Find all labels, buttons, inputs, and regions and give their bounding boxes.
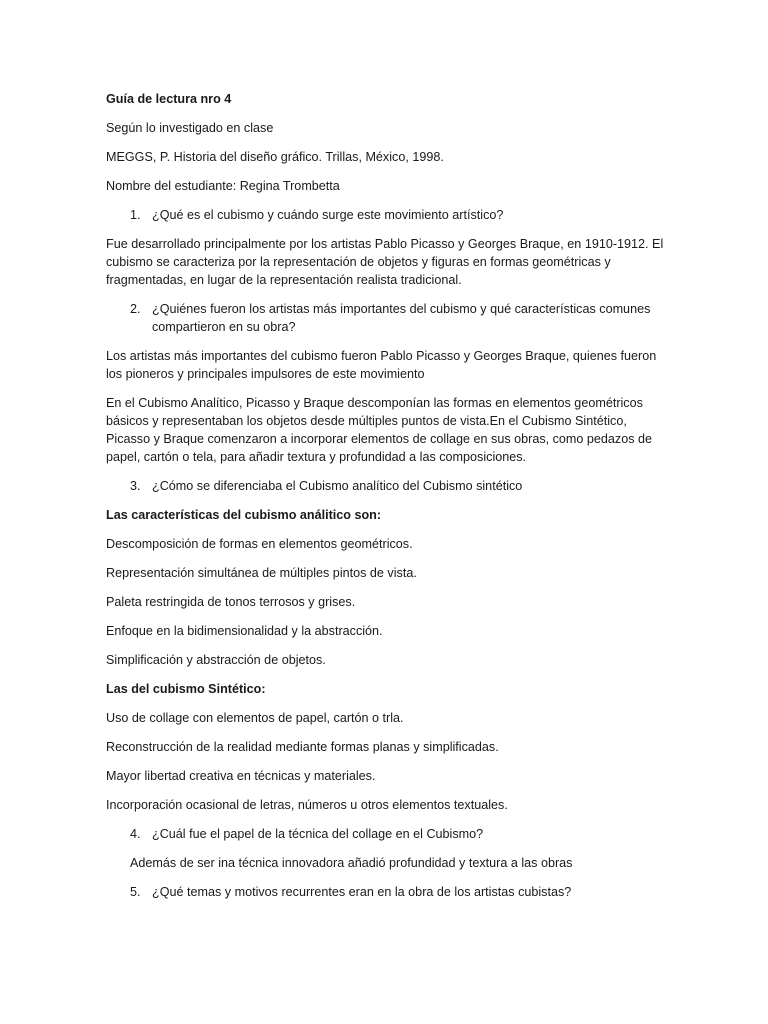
question-number: 3. [130, 479, 141, 493]
question-text: ¿Quiénes fueron los artistas más importantes del cubismo y qué características comunes compartieron en su obra? [152, 302, 651, 334]
question-4 [106, 825, 666, 843]
question-number: 5. [130, 885, 141, 899]
question-text: ¿Cuál fue el papel de la técnica del collage en el Cubismo? [152, 827, 484, 841]
answer-1: Fue desarrollado principalmente por los artistas Pablo Picasso y Georges Braque, en 1910-1912. El cubismo se caracteriza por la representación de objetos y figuras en formas geométricas y fragmentadas, en lugar de la representación realista tradicional. [106, 237, 664, 287]
question-text: ¿Qué temas y motivos recurrentes eran en la obra de los artistas cubistas? [152, 885, 572, 899]
reference-line: MEGGS, P. Historia del diseño gráfico. Trillas, México, 1998. [106, 150, 444, 164]
sintetico-heading: Las del cubismo Sintético: [106, 682, 266, 696]
question-5 [106, 883, 666, 901]
intro-line: Según lo investigado en clase [106, 121, 274, 135]
analitico-item: Descomposición de formas en elementos geométricos. [106, 537, 413, 551]
sintetico-item: Incorporación ocasional de letras, números u otros elementos textuales. [106, 798, 508, 812]
answer-2-paragraph-1: Los artistas más importantes del cubismo fueron Pablo Picasso y Georges Braque, quienes fueron los pioneros y principales impulsores de este movimiento [106, 349, 657, 381]
analitico-heading: Las características del cubismo análitico son: [106, 508, 382, 522]
analitico-item: Enfoque en la bidimensionalidad y la abstracción. [106, 624, 383, 638]
question-number: 2. [130, 302, 141, 316]
question-number: 1. [130, 208, 141, 222]
analitico-item: Representación simultánea de múltiples pintos de vista. [106, 566, 417, 580]
answer-2-paragraph-2: En el Cubismo Analítico, Picasso y Braque descomponían las formas en elementos geométricos básicos y representaban los objetos desde múltiples puntos de vista.En el Cubismo Sintético, Picasso y Braque comenzaron a incorporar elementos de collage en sus obras, como pedazos de papel, cartón o tela, para añadir textura y profundidad a las composiciones. [106, 396, 653, 464]
analitico-item: Paleta restringida de tonos terrosos y grises. [106, 595, 356, 609]
question-3 [106, 477, 666, 495]
sintetico-item: Mayor libertad creativa en técnicas y materiales. [106, 769, 376, 783]
question-text: ¿Cómo se diferenciaba el Cubismo analítico del Cubismo sintético [152, 479, 523, 493]
sintetico-item: Reconstrucción de la realidad mediante formas planas y simplificadas. [106, 740, 499, 754]
question-number: 4. [130, 827, 141, 841]
question-text: ¿Qué es el cubismo y cuándo surge este movimiento artístico? [152, 208, 504, 222]
student-name: Nombre del estudiante: Regina Trombetta [106, 179, 340, 193]
question-2 [106, 300, 666, 336]
document-title: Guía de lectura nro 4 [106, 92, 232, 106]
document-body [106, 90, 666, 912]
sintetico-item: Uso de collage con elementos de papel, cartón o trla. [106, 711, 404, 725]
answer-4: Además de ser ina técnica innovadora añadió profundidad y textura a las obras [130, 856, 573, 870]
question-1 [106, 206, 666, 224]
analitico-item: Simplificación y abstracción de objetos. [106, 653, 326, 667]
